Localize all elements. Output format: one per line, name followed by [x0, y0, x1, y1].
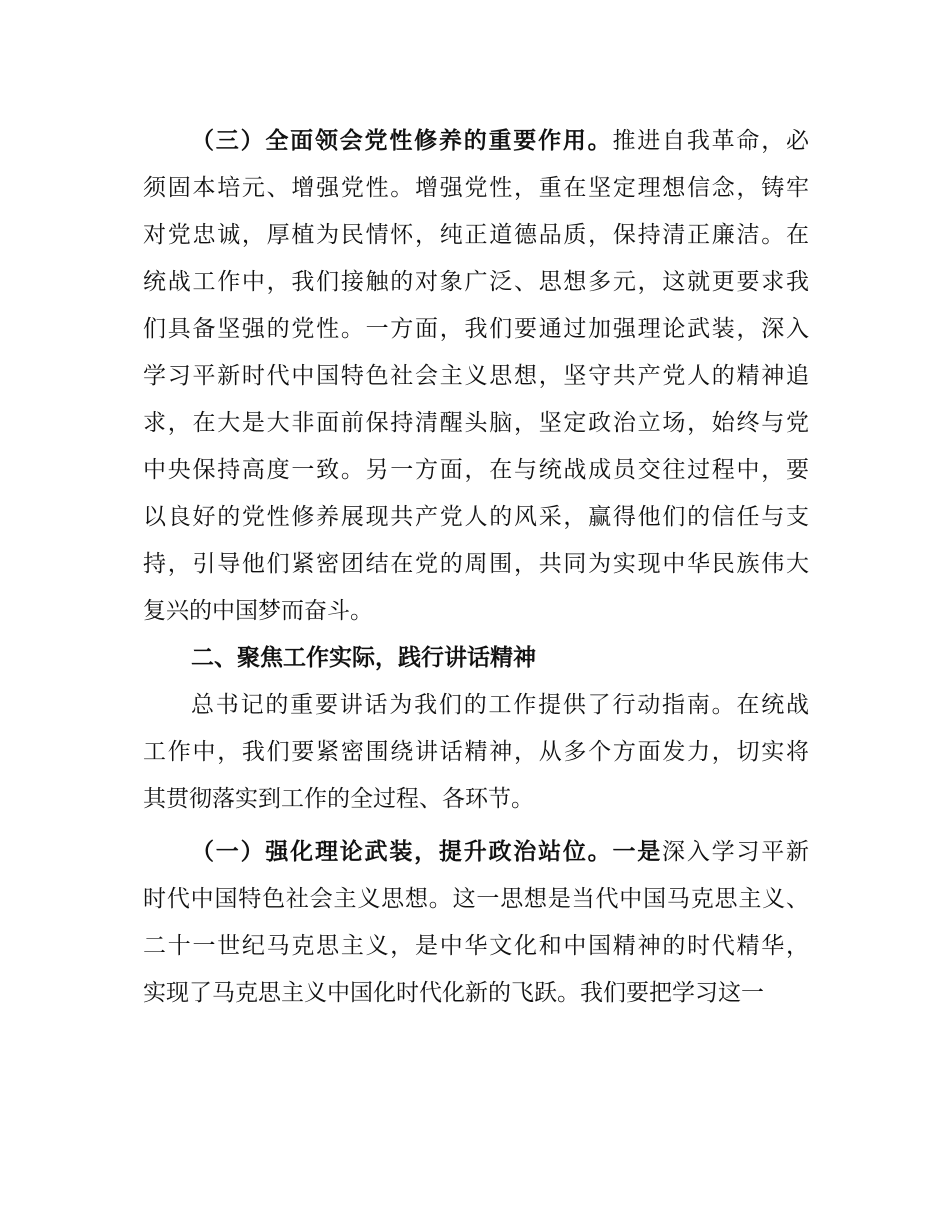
- body-text: 实现了马克思主义中国化时代化新的飞跃。我们要把学习这一: [143, 980, 764, 1006]
- body-text: 深入学习平新: [662, 839, 810, 865]
- paragraph: [143, 829, 809, 1017]
- body-text: 中央保持高度一致。另一方面，在与统战成员交往过程中，要: [143, 457, 809, 483]
- body-text: 推进自我革命，必: [612, 128, 810, 154]
- text-line: [143, 682, 809, 729]
- text-line: [143, 588, 809, 635]
- text-line: [143, 165, 809, 212]
- text-line: [143, 118, 809, 165]
- text-line: [143, 400, 809, 447]
- text-line: [143, 876, 809, 923]
- body-text: 们具备坚强的党性。一方面，我们要通过加强理论武装，深入: [143, 316, 809, 342]
- body-text: 二十一世纪马克思主义，是中华文化和中国精神的时代精华，: [143, 933, 809, 959]
- section-heading: [143, 635, 809, 682]
- body-text: 其贯彻落实到工作的全过程、各环节。: [143, 786, 534, 812]
- text-line: [143, 259, 809, 306]
- body-text: 复兴的中国梦而奋斗。: [143, 598, 373, 624]
- bold-text: （三）全面领会党性修养的重要作用。: [191, 128, 613, 154]
- body-text: 总书记的重要讲话为我们的工作提供了行动指南。在统战: [191, 692, 809, 718]
- body-text: 学习平新时代中国特色社会主义思想，坚守共产党人的精神追: [143, 363, 809, 389]
- text-line: [143, 729, 809, 776]
- body-text: 持，引导他们紧密团结在党的周围，共同为实现中华民族伟大: [143, 551, 809, 577]
- text-line: [143, 447, 809, 494]
- text-line: [143, 353, 809, 400]
- body-text: 时代中国特色社会主义思想。这一思想是当代中国马克思主义、: [143, 886, 809, 912]
- text-line: [143, 541, 809, 588]
- text-line: [143, 306, 809, 353]
- body-text: 统战工作中，我们接触的对象广泛、思想多元，这就更要求我: [143, 269, 809, 295]
- bold-text: （一）强化理论武装，提升政治站位。一是: [191, 839, 663, 865]
- text-line: [143, 829, 809, 876]
- text-line: [143, 970, 809, 1017]
- body-text: 须固本培元、增强党性。增强党性，重在坚定理想信念，铸牢: [143, 175, 809, 201]
- paragraph: [143, 682, 809, 823]
- text-line: [143, 494, 809, 541]
- document-page: [143, 118, 809, 1017]
- paragraph: [143, 118, 809, 635]
- text-line: [143, 776, 809, 823]
- text-line: [143, 923, 809, 970]
- text-line: [143, 212, 809, 259]
- body-text: 对党忠诚，厚植为民情怀，纯正道德品质，保持清正廉洁。在: [143, 222, 809, 248]
- bold-text: 二、聚焦工作实际，践行讲话精神: [191, 645, 536, 671]
- body-text: 工作中，我们要紧密围绕讲话精神，从多个方面发力，切实将: [143, 739, 809, 765]
- text-line: [143, 635, 809, 682]
- body-text: 以良好的党性修养展现共产党人的风采，赢得他们的信任与支: [143, 504, 809, 530]
- body-text: 求，在大是大非面前保持清醒头脑，坚定政治立场，始终与党: [143, 410, 809, 436]
